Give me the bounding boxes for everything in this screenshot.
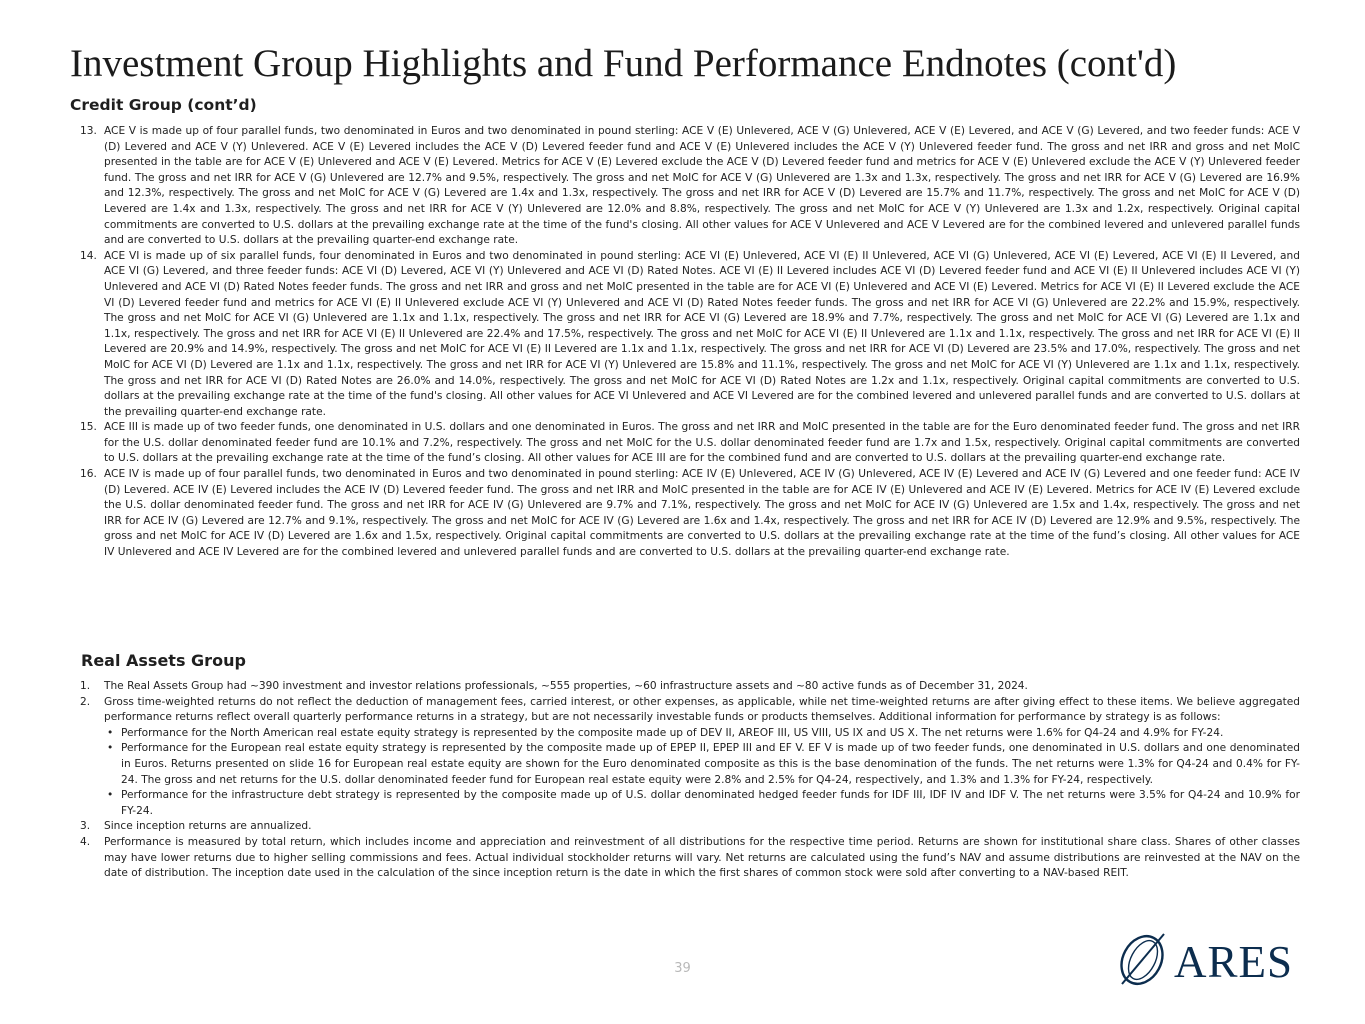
endnote <box>80 679 1300 695</box>
endnote <box>80 695 1300 820</box>
strategy-bullet-list <box>104 726 1300 820</box>
endnote-number: 15. <box>80 421 97 434</box>
page-number: 39 <box>674 961 691 976</box>
endnote <box>80 124 1300 249</box>
endnote-text: ACE IV is made up of four parallel funds, two denominated in Euros and two denominated in pound sterling: ACE IV (E) Unlevered, ACE IV (G) Unlevered, ACE IV (E) Levered and ACE IV (G) Levered and one feeder fund: ACE IV (D) Levered. ACE IV (E) Levered includes the ACE IV (D) Levered feeder fund. The gross and net IRR and MoIC presented in the table are for ACE IV (E) Unlevered and ACE IV (E) Levered. Metrics for ACE IV (E) Levered exclude the U.S. dollar denominated feeder fund. The gross and net IRR for ACE IV (G) Unlevered are 9.7% and 7.1%, respectively. The gross and net MoIC for ACE IV (G) Unlevered are 1.5x and 1.4x, respectively. The gross and net IRR for ACE IV (G) Levered are 12.7% and 9.1%, respectively. The gross and net MoIC for ACE IV (G) Levered are 1.6x and 1.4x, respectively. The gross and net IRR for ACE IV (D) Levered are 12.9% and 9.5%, respectively. The gross and net MoIC for ACE IV (D) Levered are 1.6x and 1.5x, respectively. Original capital commitments are converted to U.S. dollars at the prevailing exchange rate at the time of the fund’s closing. All other values for ACE IV Unlevered and ACE IV Levered are for the combined levered and unlevered parallel funds and are converted to U.S. dollars at the prevailing quarter-end exchange rate. <box>104 468 1300 559</box>
ares-emblem-icon <box>1118 930 1170 988</box>
endnote-number: 2. <box>80 695 91 708</box>
ares-wordmark: ARES <box>1174 937 1294 987</box>
bullet-icon: • <box>107 726 114 739</box>
endnote-text: Gross time-weighted returns do not reflect the deduction of management fees, carried interest, or other expenses, as applicable, while net time-weighted returns are after giving effect to these items. We believe aggregated performance returns reflect overall quarterly performance returns in a strategy, but are not necessarily investable funds or products themselves. Additional information for performance by strategy is as follows: <box>104 695 1300 724</box>
endnote-number: 3. <box>80 820 91 833</box>
endnote <box>80 420 1300 467</box>
credit-group-heading: Credit Group (cont’d) <box>70 96 257 114</box>
bullet-icon: • <box>107 742 114 755</box>
endnote <box>80 835 1300 882</box>
credit-group-endnotes <box>80 124 1300 561</box>
endnote-number: 4. <box>80 835 91 848</box>
real-assets-group-heading: Real Assets Group <box>81 651 246 670</box>
bullet-text: Performance for the European real estate equity strategy is represented by the composite made up of EPEP II, EPEP III and EF V. EF V is made up of two feeder funds, one denominated in U.S. dollars and one denominated in Euros. Returns presented on slide 16 for European real estate equity are shown for the Euro denominated composite as this is the base denomination of the funds. The net returns were 1.3% for Q4-24 and 0.4% for FY-24. The gross and net returns for the U.S. dollar denominated feeder fund for European real estate equity were 2.8% and 2.5% for Q4-24, respectively, and 1.3% and 1.3% for FY-24, respectively. <box>121 742 1300 786</box>
endnote-text: ACE III is made up of two feeder funds, one denominated in U.S. dollars and one denominated in Euros. The gross and net IRR and MoIC presented in the table are for the Euro denominated feeder fund. The gross and net IRR for the U.S. dollar denominated feeder fund are 10.1% and 7.2%, respectively. The gross and net MoIC for the U.S. dollar denominated feeder fund are 1.7x and 1.5x, respectively. Original capital commitments are converted to U.S. dollars at the prevailing exchange rate at the time of the fund’s closing. All other values for ACE III are for the combined fund and are converted to U.S. dollars at the prevailing quarter-end exchange rate. <box>104 421 1300 465</box>
strategy-bullet <box>104 788 1300 819</box>
endnote <box>80 819 1300 835</box>
endnote-number: 13. <box>80 125 97 137</box>
endnote-text: Performance is measured by total return, which includes income and appreciation and reinvestment of all distributions for the respective time period. Returns are shown for institutional share class. Shares of other classes may have lower returns due to higher selling commissions and fees. Actual individual stockholder returns will vary. Net returns are calculated using the fund’s NAV and assume distributions are reinvested at the NAV on the date of distribution. The inception date used in the calculation of the since inception return is the date in which the first shares of common stock were sold after converting to a NAV-based REIT. <box>104 835 1300 880</box>
endnote <box>80 467 1300 561</box>
endnote-text: The Real Assets Group had ~390 investment and investor relations professionals, ~555 properties, ~60 infrastructure assets and ~80 active funds as of December 31, 2024. <box>104 680 1028 692</box>
endnote-text: ACE VI is made up of six parallel funds, four denominated in Euros and two denominated in pound sterling: ACE VI (E) Unlevered, ACE VI (E) II Unlevered, ACE VI (G) Unlevered, ACE VI (E) Levered, ACE VI (E) II Levered, and ACE VI (G) Levered, and three feeder funds: ACE VI (D) Levered, ACE VI (Y) Unlevered and ACE VI (D) Rated Notes. ACE VI (E) II Levered includes ACE VI (D) Levered feeder fund and ACE VI (E) II Unlevered includes ACE VI (Y) Unlevered and ACE VI (D) Rated Notes feeder funds. The gross and net IRR and gross and net MoIC presented in the table are for ACE VI (E) Unlevered and ACE VI (E) Levered. Metrics for ACE VI (E) II Levered exclude the ACE VI (D) Levered feeder fund and metrics for ACE VI (E) II Unlevered exclude ACE VI (Y) Unlevered and ACE VI (D) Rated Notes feeder funds. The gross and net IRR for ACE VI (G) Unlevered are 22.2% and 15.9%, respectively. The gross and net MoIC for ACE VI (G) Unlevered are 1.1x and 1.1x, respectively. The gross and net IRR for ACE VI (G) Levered are 18.9% and 7.7%, respectively. The gross and net MoIC for ACE VI (G) Levered are 1.1x and 1.1x, respectively. The gross and net IRR for ACE VI (E) II Unlevered are 22.4% and 17.5%, respectively. The gross and net MoIC for ACE VI (E) II Unlevered are 1.1x and 1.1x, respectively. The gross and net IRR for ACE VI (E) II Levered are 20.9% and 14.9%, respectively. The gross and net MoIC for ACE VI (E) II Levered are 1.1x and 1.1x, respectively. The gross and net IRR for ACE VI (D) Levered are 23.5% and 17.0%, respectively. The gross and net MoIC for ACE VI (D) Levered are 1.1x and 1.1x, respectively. The gross and net IRR for ACE VI (Y) Unlevered are 15.8% and 11.1%, respectively. The gross and net MoIC for ACE VI (Y) Unlevered are 1.1x and 1.1x, respectively. The gross and net IRR for ACE VI (D) Rated Notes are 26.0% and 14.0%, respectively. The gross and net MoIC for ACE VI (D) Rated Notes are 1.2x and 1.1x, respectively. Original capital commitments are converted to U.S. dollars at the prevailing exchange rate at the time of the fund's closing. All other values for ACE VI Unlevered and ACE VI Levered are for the combined levered and unlevered parallel funds and are converted to U.S. dollars at the prevailing quarter-end exchange rate. <box>104 249 1300 418</box>
page-title: Investment Group Highlights and Fund Performance Endnotes (cont'd) <box>70 42 1177 85</box>
strategy-bullet <box>104 726 1300 742</box>
endnote-text: Since inception returns are annualized. <box>104 820 312 833</box>
endnote-number: 16. <box>80 468 97 481</box>
bullet-text: Performance for the infrastructure debt strategy is represented by the composite made up of U.S. dollar denominated hedged feeder funds for IDF III, IDF IV and IDF V. The net returns were 3.5% for Q4-24 and 10.9% for FY-24. <box>121 789 1300 817</box>
strategy-bullet <box>104 741 1300 788</box>
endnote-number: 1. <box>80 680 91 692</box>
bullet-text: Performance for the North American real estate equity strategy is represented by the composite made up of DEV II, AREOF III, US VIII, US IX and US X. The net returns were 1.6% for Q4-24 and 4.9% for FY-24. <box>121 726 1224 739</box>
ares-logo <box>1118 930 1304 988</box>
real-assets-endnotes <box>80 679 1300 882</box>
endnote <box>80 249 1300 421</box>
bullet-icon: • <box>107 789 114 802</box>
endnote-number: 14. <box>80 249 97 262</box>
endnote-text: ACE V is made up of four parallel funds, two denominated in Euros and two denominated in pound sterling: ACE V (E) Unlevered, ACE V (G) Unlevered, ACE V (E) Levered, and ACE V (G) Levered, and two feeder funds: ACE V (D) Levered and ACE V (Y) Unlevered. ACE V (E) Levered includes the ACE V (D) Levered feeder fund and ACE V (E) Unlevered includes the ACE V (Y) Unlevered feeder fund. The gross and net IRR and gross and net MoIC presented in the table are for ACE V (E) Unlevered and ACE V (E) Levered. Metrics for ACE V (E) Levered exclude the ACE V (D) Levered feeder fund and metrics for ACE V (E) Unlevered exclude the ACE V (Y) Unlevered feeder fund. The gross and net IRR for ACE V (G) Unlevered are 12.7% and 9.5%, respectively. The gross and net MoIC for ACE V (G) Unlevered are 1.3x and 1.3x, respectively. The gross and net IRR for ACE V (G) Levered are 16.9% and 12.3%, respectively. The gross and net MoIC for ACE V (G) Levered are 1.4x and 1.3x, respectively. The gross and net IRR for ACE V (D) Levered are 15.7% and 11.7%, respectively. The gross and net MoIC for ACE V (D) Levered are 1.4x and 1.3x, respectively. The gross and net IRR for ACE V (Y) Unlevered are 12.0% and 8.8%, respectively. The gross and net MoIC for ACE V (Y) Unlevered are 1.3x and 1.2x, respectively. Original capital commitments are converted to U.S. dollars at the prevailing exchange rate at the time of the fund's closing. All other values for ACE V Unlevered and ACE V Levered are for the combined levered and unlevered parallel funds and are converted to U.S. dollars at the prevailing quarter-end exchange rate. <box>104 125 1300 247</box>
